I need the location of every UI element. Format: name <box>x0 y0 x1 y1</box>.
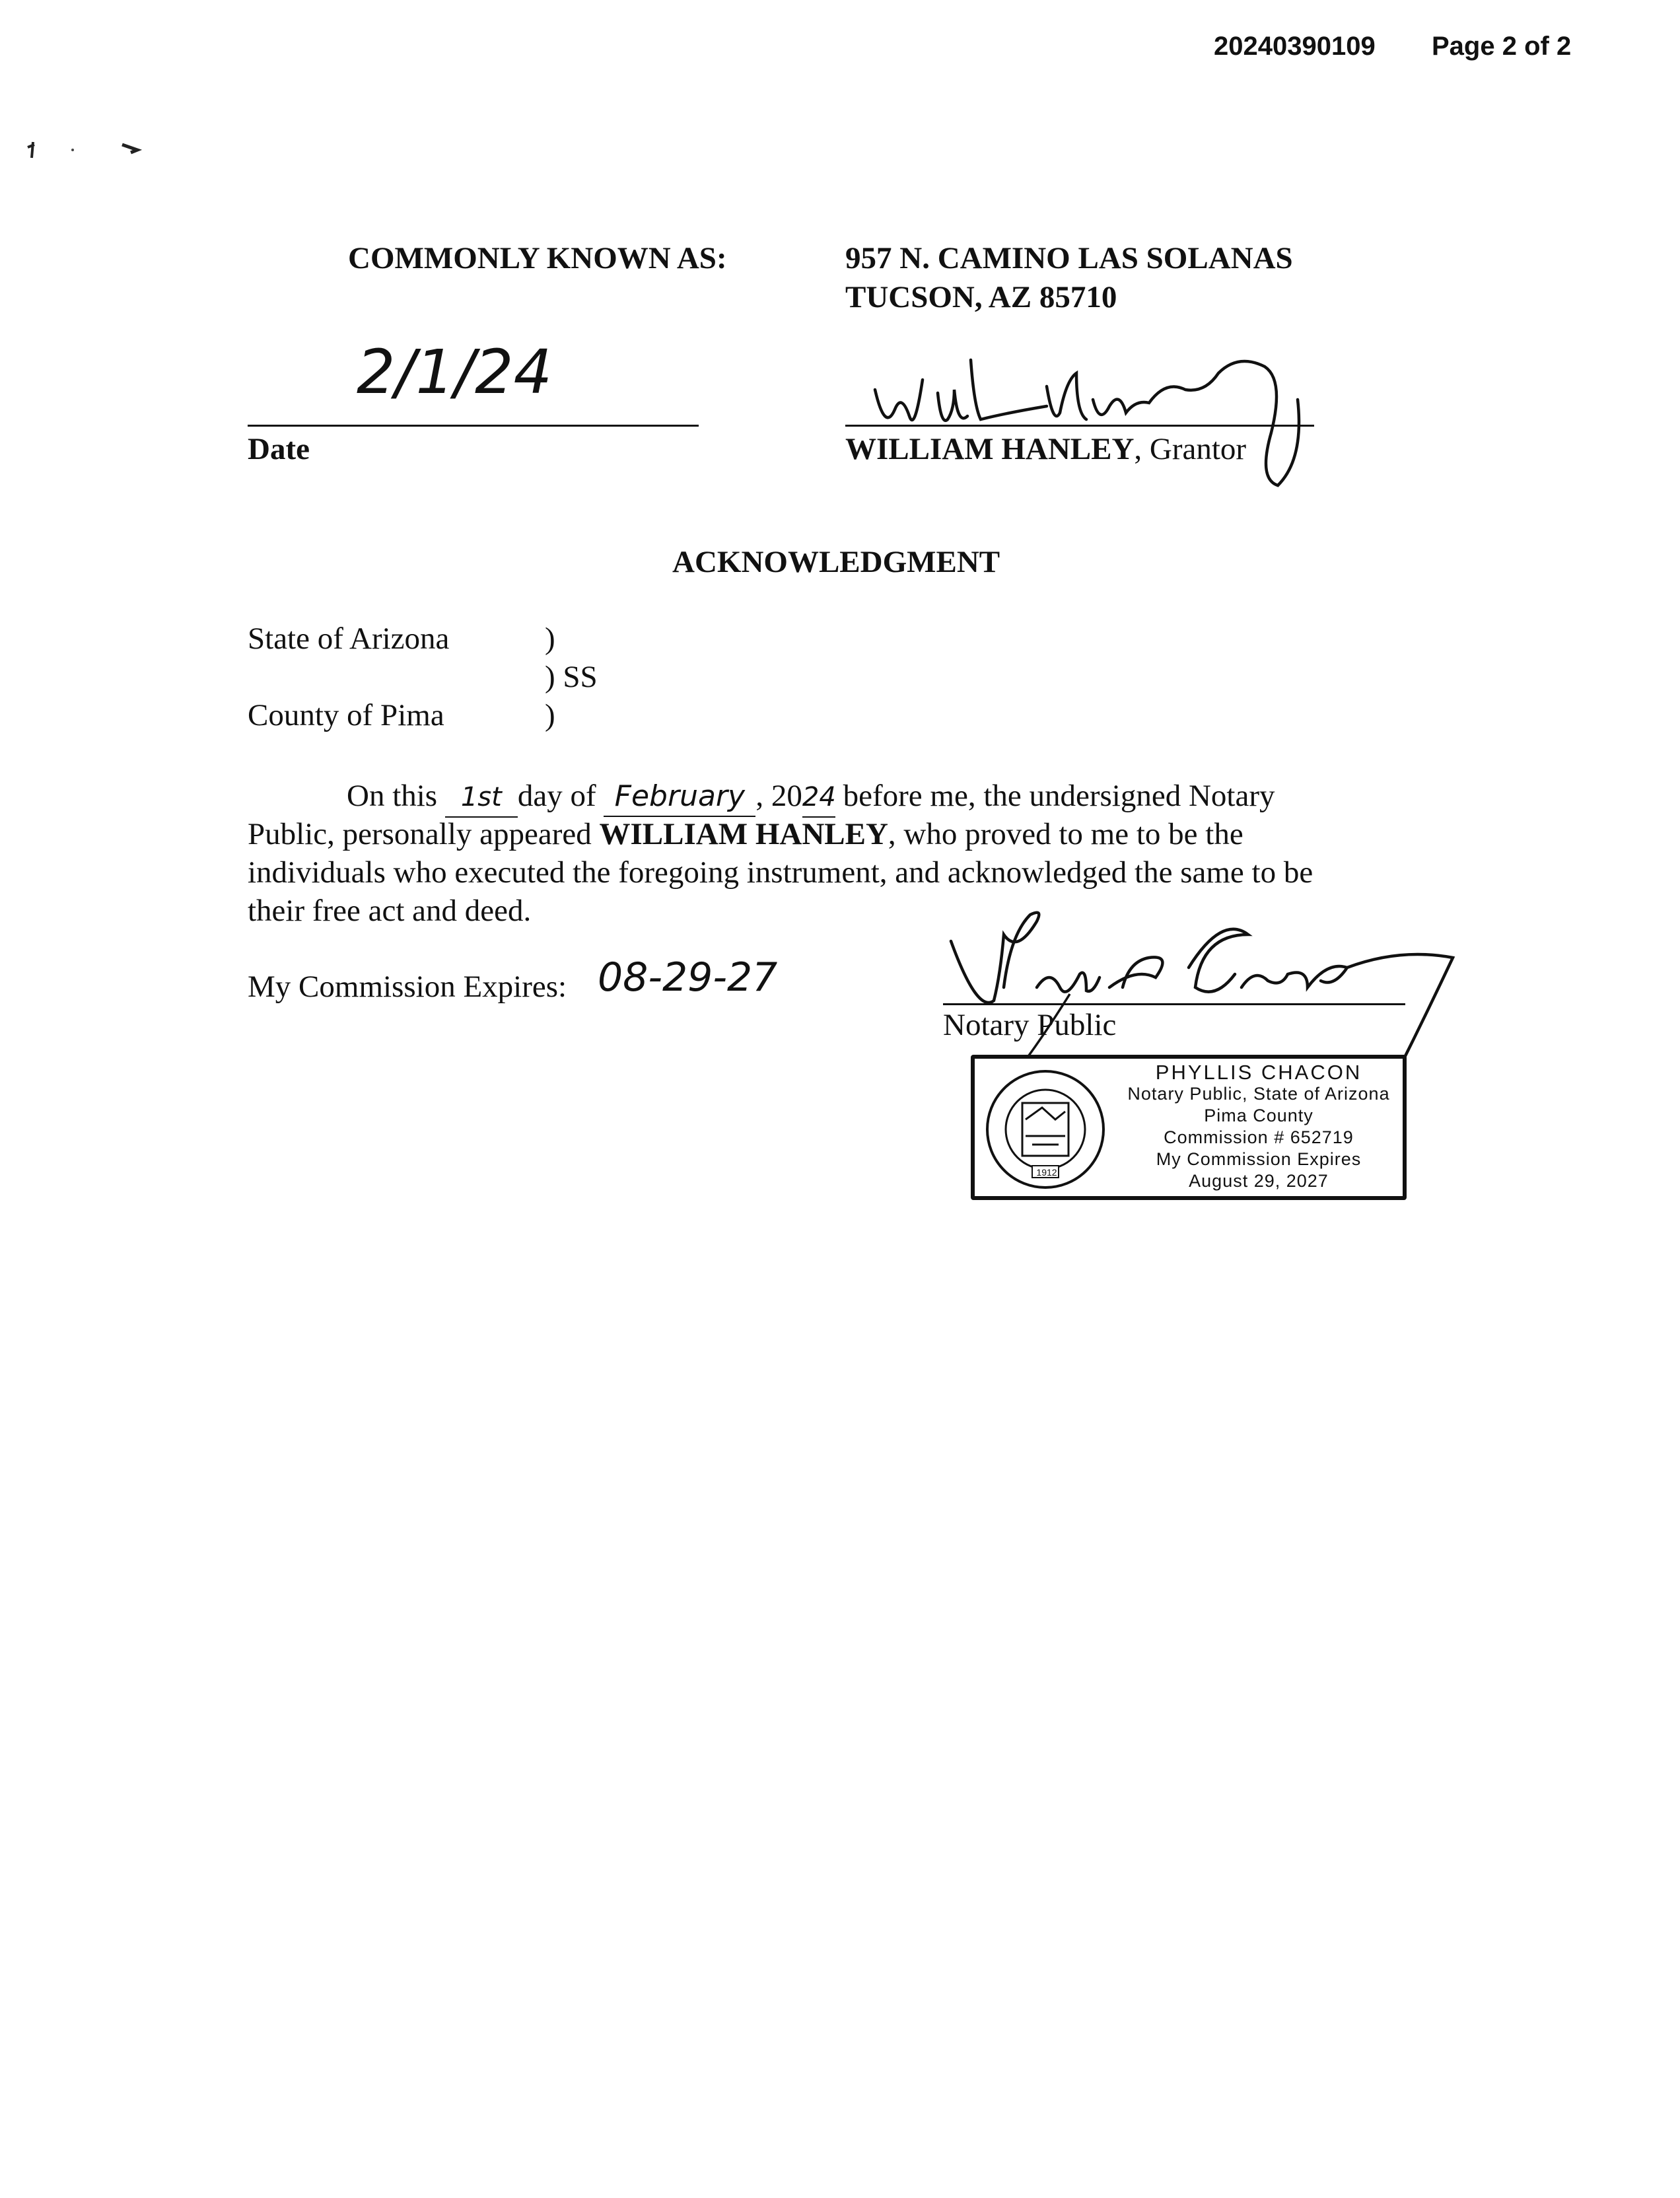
date-handwritten: 2/1/24 <box>357 337 553 408</box>
year-prefix: , 20 <box>755 779 802 813</box>
day-of-text: day of <box>517 779 596 813</box>
county-label: County of Pima <box>248 698 444 732</box>
venue-paren-1: ) <box>545 621 555 656</box>
ack-line4: their free act and deed. <box>248 894 532 928</box>
appeared-name: WILLIAM HANLEY <box>599 817 888 851</box>
stamp-county: Pima County <box>1204 1106 1313 1125</box>
acknowledgment-title: ACKNOWLEDGMENT <box>672 545 1000 579</box>
stamp-commission-number: Commission # 652719 <box>1164 1127 1354 1147</box>
stamp-expires-date: August 29, 2027 <box>1189 1171 1329 1191</box>
stamp-notary-name: PHYLLIS CHACON <box>1155 1061 1362 1084</box>
ack-line2 <box>248 815 1243 853</box>
commission-label: My Commission Expires: <box>248 970 567 1004</box>
property-address-line1: 957 N. CAMINO LAS SOLANAS <box>845 241 1293 275</box>
stamp-line2: Notary Public, State of Arizona <box>1127 1084 1390 1104</box>
grantor-name-line <box>845 430 1246 468</box>
year-handwritten: 24 <box>802 778 835 818</box>
notary-label: Notary Public <box>943 1008 1117 1042</box>
ack-line3: individuals who executed the foregoing instrument, and acknowledged the same to be <box>248 855 1313 890</box>
date-line <box>248 425 699 427</box>
page-label: Page 2 of 2 <box>1432 32 1572 61</box>
venue-ss: ) SS <box>545 660 598 694</box>
date-label: Date <box>248 432 310 466</box>
notary-signature-line <box>943 1003 1405 1005</box>
scan-marks <box>20 135 152 162</box>
commission-handwritten: 08-29-27 <box>598 954 778 1001</box>
on-this-text: On this <box>347 779 438 813</box>
day-handwritten: 1st <box>445 778 518 818</box>
ack-line1-rest: before me, the undersigned Notary <box>843 779 1275 813</box>
grantor-signature-line <box>845 425 1314 427</box>
notary-stamp <box>971 1055 1407 1200</box>
grantor-name: WILLIAM HANLEY <box>845 432 1135 466</box>
commonly-known-as-label: COMMONLY KNOWN AS: <box>348 241 727 275</box>
ack-line1 <box>347 777 1275 818</box>
property-address-line2: TUCSON, AZ 85710 <box>845 280 1117 314</box>
grantor-role: , Grantor <box>1134 432 1247 466</box>
document-number: 20240390109 <box>1214 32 1376 61</box>
ack-line2-rest: , who proved to me to be the <box>888 817 1243 851</box>
stamp-text <box>1113 1061 1404 1192</box>
state-label: State of Arizona <box>248 621 450 656</box>
venue-paren-2: ) <box>545 698 555 732</box>
month-handwritten: February <box>604 777 755 817</box>
grantor-signature <box>849 327 1370 499</box>
seal-year: 1912 <box>1036 1167 1057 1178</box>
ack-line2-start: Public, personally appeared <box>248 817 600 851</box>
stamp-expires-label: My Commission Expires <box>1156 1149 1362 1169</box>
